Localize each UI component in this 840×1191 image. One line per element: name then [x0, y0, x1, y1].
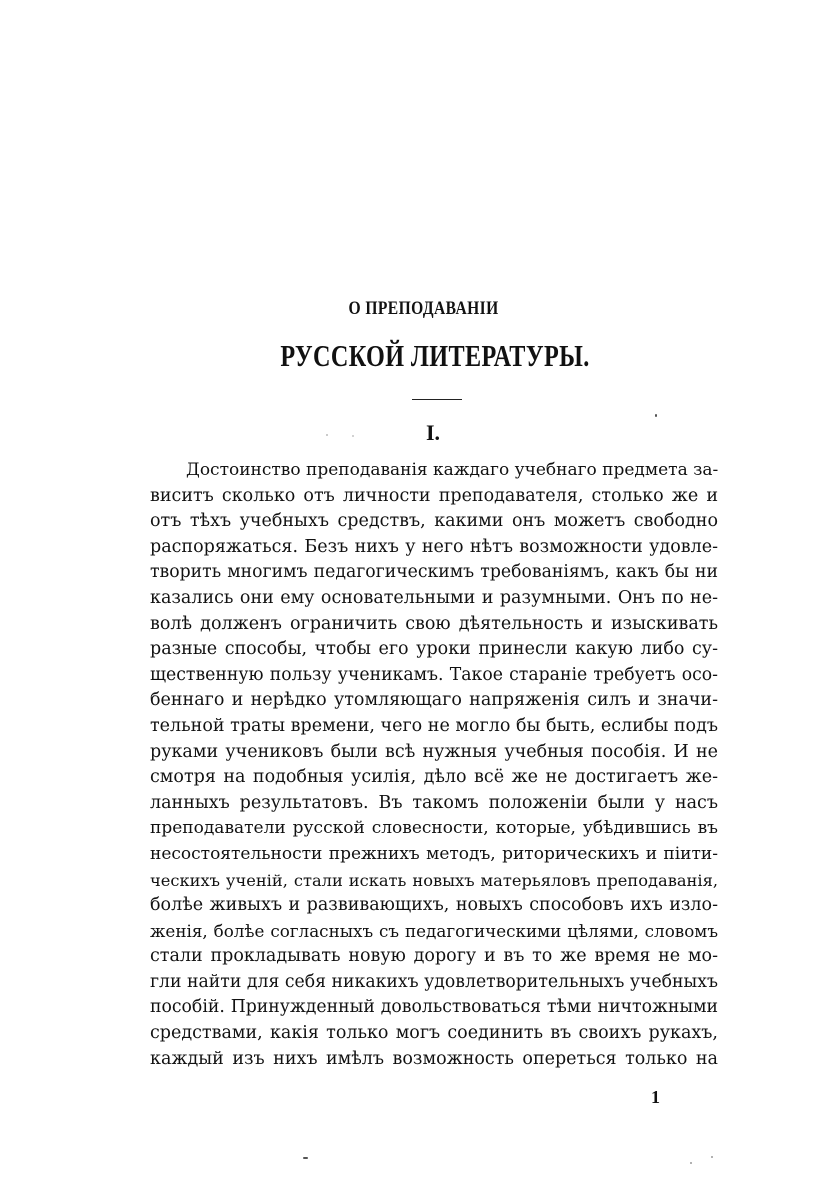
- text-line: распоряжаться. Безъ нихъ у него нѣтъ возможности удовле-: [150, 536, 718, 557]
- text-line: беннаго и нерѣдко утомляющаго напряженія силъ и значи-: [150, 690, 718, 711]
- text-line: казались они ему основательными и разумными. Онъ по не-: [150, 587, 718, 608]
- text-line: средствами, какія только могъ соединить въ своихъ рукахъ,: [150, 1023, 718, 1044]
- text-line: ланныхъ результатовъ. Въ такомъ положеніи были у насъ: [150, 792, 718, 813]
- scan-speck: [655, 414, 657, 417]
- text-line: руками учениковъ были всѣ нужныя учебныя пособія. И не: [150, 741, 718, 762]
- scan-speck: [711, 1156, 713, 1158]
- text-line: Достоинство преподаванія каждаго учебнаго предмета за-: [186, 460, 719, 480]
- text-line: волѣ долженъ ограничить свою дѣятельность и изыскивать: [150, 613, 718, 634]
- body-paragraph: [150, 458, 718, 1072]
- text-line: отъ тѣхъ учебныхъ средствъ, какими онъ можетъ свободно: [150, 511, 718, 532]
- text-line: гли найти для себя никакихъ удовлетворительныхъ учебныхъ: [150, 971, 718, 992]
- text-line: каждый изъ нихъ имѣлъ возможность опереться только на: [150, 1048, 718, 1069]
- text-line: разные способы, чтобы его уроки принесли какую либо су-: [150, 639, 718, 660]
- text-line: тельной траты времени, чего не могло бы быть, еслибы подъ: [150, 715, 718, 736]
- title-divider: [412, 399, 462, 400]
- text-line: ческихъ ученій, стали искать новыхъ матерьяловъ преподаванія,: [150, 870, 718, 890]
- page-number: 1: [651, 1087, 660, 1107]
- section-number: I.: [426, 420, 441, 445]
- scan-speck: [326, 434, 328, 436]
- chapter-title: РУССКОЙ ЛИТЕРАТУРЫ.: [280, 338, 590, 373]
- scan-speck: [352, 435, 354, 437]
- text-line: несостоятельности прежнихъ методъ, риторическихъ и піити-: [150, 843, 718, 864]
- text-line: виситъ сколько отъ личности преподавателя, столько же и: [150, 485, 718, 506]
- text-line: пособій. Принужденный довольствоваться тѣми ничтожными: [150, 997, 718, 1018]
- text-line: болѣе живыхъ и развивающихъ, новыхъ способовъ ихъ изло-: [150, 895, 718, 916]
- text-line: творить многимъ педагогическимъ требованіямъ, какъ бы ни: [150, 562, 718, 583]
- scan-speck: [690, 1162, 692, 1164]
- text-line: стали прокладывать новую дорогу и въ то же время не мо-: [150, 946, 718, 967]
- text-line: смотря на подобныя усилія, дѣло всё же не достигаетъ же-: [150, 767, 718, 788]
- text-line: преподаватели русской словесности, которые, убѣдившись въ: [150, 818, 718, 839]
- text-line: щественную пользу ученикамъ. Такое стараніе требуетъ осо-: [150, 664, 718, 685]
- chapter-subtitle: О ПРЕПОДАВАНІИ: [348, 298, 499, 319]
- text-line: женія, болѣе согласныхъ съ педагогическими цѣлями, словомъ: [150, 920, 718, 941]
- scan-speck: [303, 1157, 308, 1159]
